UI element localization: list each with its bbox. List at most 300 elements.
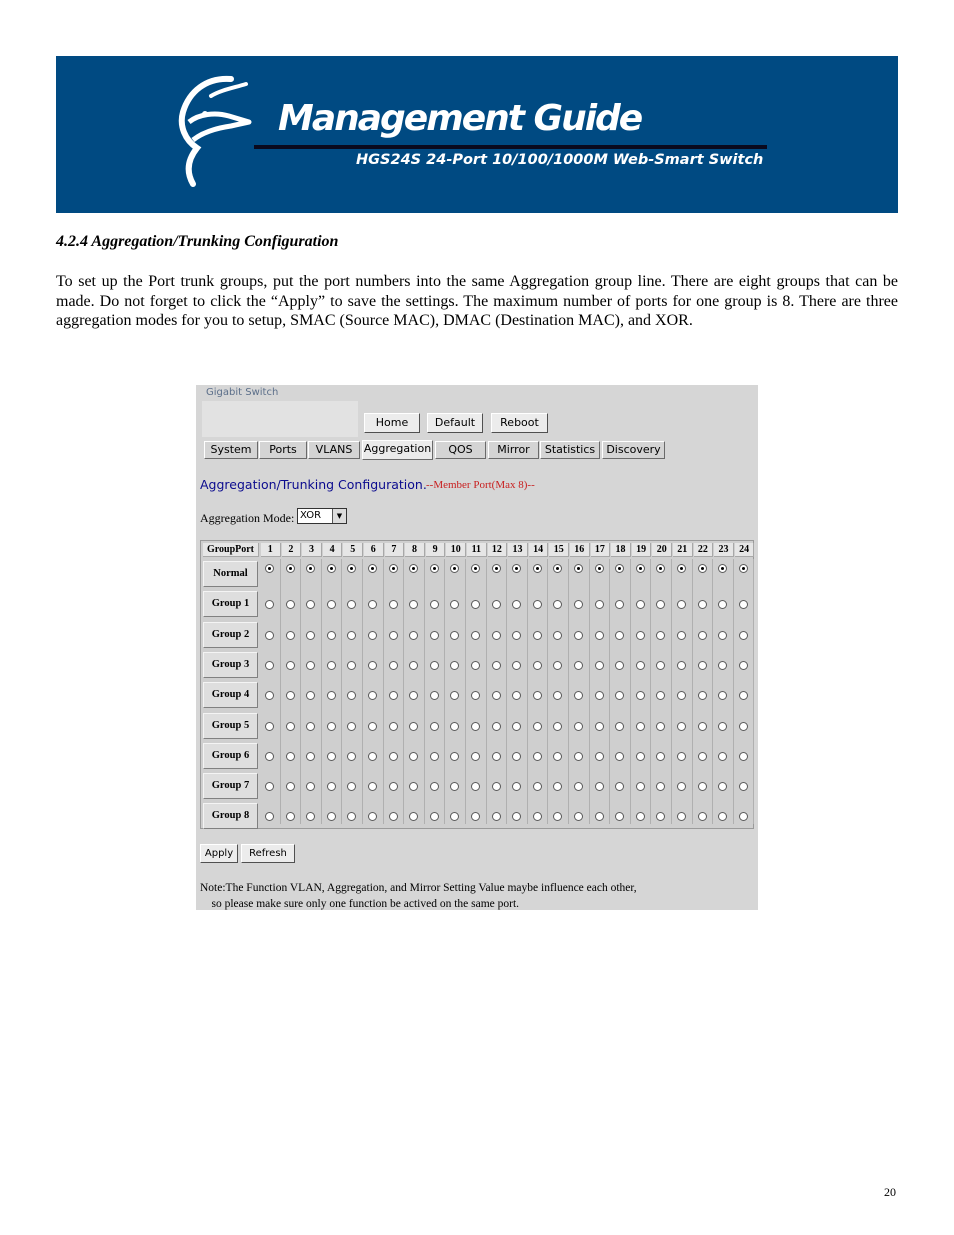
radio-group-6-port-6[interactable] xyxy=(368,752,377,761)
radio-group-4-port-17[interactable] xyxy=(595,691,604,700)
radio-group-8-port-9[interactable] xyxy=(430,812,439,821)
radio-group-5-port-8[interactable] xyxy=(409,722,418,731)
column-divider xyxy=(650,559,651,824)
radio-group-5-port-14[interactable] xyxy=(533,722,542,731)
radio-group-3-port-11[interactable] xyxy=(471,661,480,670)
radio-group-3-port-10[interactable] xyxy=(450,661,459,670)
table-header-port-5: 5 xyxy=(343,543,363,557)
radio-group-6-port-15[interactable] xyxy=(553,752,562,761)
radio-group-7-port-13[interactable] xyxy=(512,782,521,791)
radio-group-5-port-19[interactable] xyxy=(636,722,645,731)
radio-group-3-port-12[interactable] xyxy=(492,661,501,670)
column-divider xyxy=(465,559,466,824)
tab-vlans[interactable]: VLANS xyxy=(308,441,360,459)
radio-group-1-port-12[interactable] xyxy=(492,600,501,609)
radio-group-1-port-4[interactable] xyxy=(327,600,336,609)
column-divider xyxy=(280,559,281,824)
table-header-port-7: 7 xyxy=(385,543,405,557)
radio-group-7-port-3[interactable] xyxy=(306,782,315,791)
tab-system[interactable]: System xyxy=(204,441,258,459)
radio-normal-port-6[interactable] xyxy=(368,564,377,573)
radio-group-2-port-19[interactable] xyxy=(636,631,645,640)
radio-group-6-port-3[interactable] xyxy=(306,752,315,761)
radio-group-1-port-1[interactable] xyxy=(265,600,274,609)
radio-normal-port-23[interactable] xyxy=(718,564,727,573)
radio-normal-port-24[interactable] xyxy=(739,564,748,573)
radio-group-6-port-18[interactable] xyxy=(615,752,624,761)
radio-group-3-port-1[interactable] xyxy=(265,661,274,670)
radio-group-7-port-22[interactable] xyxy=(698,782,707,791)
row-label-group-2: Group 2 xyxy=(203,622,258,648)
radio-group-5-port-18[interactable] xyxy=(615,722,624,731)
radio-normal-port-13[interactable] xyxy=(512,564,521,573)
radio-group-2-port-12[interactable] xyxy=(492,631,501,640)
aggregation-table xyxy=(200,540,754,829)
radio-group-3-port-3[interactable] xyxy=(306,661,315,670)
radio-group-7-port-15[interactable] xyxy=(553,782,562,791)
radio-group-4-port-18[interactable] xyxy=(615,691,624,700)
radio-group-7-port-8[interactable] xyxy=(409,782,418,791)
radio-normal-port-10[interactable] xyxy=(450,564,459,573)
radio-group-7-port-6[interactable] xyxy=(368,782,377,791)
radio-group-7-port-7[interactable] xyxy=(389,782,398,791)
radio-group-4-port-4[interactable] xyxy=(327,691,336,700)
radio-group-5-port-6[interactable] xyxy=(368,722,377,731)
radio-group-2-port-6[interactable] xyxy=(368,631,377,640)
radio-group-2-port-9[interactable] xyxy=(430,631,439,640)
tab-qos[interactable]: QOS xyxy=(435,441,486,459)
aggregation-mode-value: XOR xyxy=(300,510,322,521)
radio-group-2-port-2[interactable] xyxy=(286,631,295,640)
radio-group-8-port-19[interactable] xyxy=(636,812,645,821)
radio-group-3-port-9[interactable] xyxy=(430,661,439,670)
radio-group-1-port-6[interactable] xyxy=(368,600,377,609)
radio-group-2-port-20[interactable] xyxy=(656,631,665,640)
radio-group-7-port-9[interactable] xyxy=(430,782,439,791)
table-header-port-24: 24 xyxy=(735,543,755,557)
radio-group-5-port-7[interactable] xyxy=(389,722,398,731)
radio-group-2-port-16[interactable] xyxy=(574,631,583,640)
radio-group-8-port-4[interactable] xyxy=(327,812,336,821)
radio-group-4-port-20[interactable] xyxy=(656,691,665,700)
logo-area xyxy=(202,401,358,437)
radio-group-6-port-19[interactable] xyxy=(636,752,645,761)
radio-group-2-port-21[interactable] xyxy=(677,631,686,640)
radio-group-8-port-18[interactable] xyxy=(615,812,624,821)
radio-group-5-port-2[interactable] xyxy=(286,722,295,731)
radio-group-3-port-15[interactable] xyxy=(553,661,562,670)
radio-group-4-port-14[interactable] xyxy=(533,691,542,700)
tab-aggregation[interactable]: Aggregation xyxy=(362,440,433,460)
table-header-port-14: 14 xyxy=(529,543,549,557)
radio-group-6-port-24[interactable] xyxy=(739,752,748,761)
radio-group-3-port-16[interactable] xyxy=(574,661,583,670)
radio-group-7-port-16[interactable] xyxy=(574,782,583,791)
radio-normal-port-3[interactable] xyxy=(306,564,315,573)
home-button[interactable]: Home xyxy=(364,413,420,433)
radio-group-8-port-10[interactable] xyxy=(450,812,459,821)
radio-group-5-port-23[interactable] xyxy=(718,722,727,731)
radio-group-8-port-7[interactable] xyxy=(389,812,398,821)
radio-group-6-port-21[interactable] xyxy=(677,752,686,761)
radio-group-6-port-1[interactable] xyxy=(265,752,274,761)
radio-group-8-port-15[interactable] xyxy=(553,812,562,821)
radio-group-6-port-23[interactable] xyxy=(718,752,727,761)
radio-group-8-port-20[interactable] xyxy=(656,812,665,821)
radio-group-8-port-17[interactable] xyxy=(595,812,604,821)
row-label-normal: Normal xyxy=(203,561,258,587)
table-header-port-18: 18 xyxy=(611,543,631,557)
radio-group-8-port-5[interactable] xyxy=(347,812,356,821)
table-header-port-22: 22 xyxy=(694,543,714,557)
column-divider xyxy=(609,559,610,824)
radio-normal-port-5[interactable] xyxy=(347,564,356,573)
radio-group-2-port-5[interactable] xyxy=(347,631,356,640)
radio-group-8-port-22[interactable] xyxy=(698,812,707,821)
radio-group-7-port-17[interactable] xyxy=(595,782,604,791)
refresh-button[interactable]: Refresh xyxy=(241,844,295,863)
radio-group-3-port-7[interactable] xyxy=(389,661,398,670)
note-text: Note:The Function VLAN, Aggregation, and Mirror Setting Value maybe influence each other, so please make sure only one function be actived on the same port. xyxy=(200,882,637,910)
radio-group-3-port-18[interactable] xyxy=(615,661,624,670)
radio-normal-port-18[interactable] xyxy=(615,564,624,573)
section-heading: 4.2.4 Aggregation/Trunking Configuration xyxy=(56,233,339,250)
table-header-port-3: 3 xyxy=(302,543,322,557)
radio-group-6-port-14[interactable] xyxy=(533,752,542,761)
radio-group-3-port-23[interactable] xyxy=(718,661,727,670)
radio-group-8-port-13[interactable] xyxy=(512,812,521,821)
radio-group-7-port-14[interactable] xyxy=(533,782,542,791)
radio-group-4-port-8[interactable] xyxy=(409,691,418,700)
radio-group-1-port-16[interactable] xyxy=(574,600,583,609)
radio-group-1-port-22[interactable] xyxy=(698,600,707,609)
table-header-port-17: 17 xyxy=(591,543,611,557)
radio-normal-port-8[interactable] xyxy=(409,564,418,573)
column-divider xyxy=(671,559,672,824)
radio-normal-port-2[interactable] xyxy=(286,564,295,573)
radio-group-1-port-20[interactable] xyxy=(656,600,665,609)
column-divider xyxy=(589,559,590,824)
radio-group-7-port-21[interactable] xyxy=(677,782,686,791)
radio-group-8-port-1[interactable] xyxy=(265,812,274,821)
column-divider xyxy=(527,559,528,824)
radio-group-6-port-22[interactable] xyxy=(698,752,707,761)
radio-group-5-port-11[interactable] xyxy=(471,722,480,731)
column-divider xyxy=(692,559,693,824)
radio-group-4-port-6[interactable] xyxy=(368,691,377,700)
radio-group-7-port-4[interactable] xyxy=(327,782,336,791)
radio-normal-port-20[interactable] xyxy=(656,564,665,573)
radio-group-7-port-5[interactable] xyxy=(347,782,356,791)
radio-group-3-port-24[interactable] xyxy=(739,661,748,670)
row-label-group-8: Group 8 xyxy=(203,803,258,829)
radio-group-4-port-22[interactable] xyxy=(698,691,707,700)
banner-subtitle: HGS24S 24-Port 10/100/1000M Web-Smart Switch xyxy=(356,152,764,168)
radio-group-2-port-10[interactable] xyxy=(450,631,459,640)
radio-group-2-port-7[interactable] xyxy=(389,631,398,640)
radio-group-3-port-17[interactable] xyxy=(595,661,604,670)
radio-group-4-port-23[interactable] xyxy=(718,691,727,700)
table-header-port-15: 15 xyxy=(549,543,569,557)
radio-normal-port-4[interactable] xyxy=(327,564,336,573)
column-divider xyxy=(547,559,548,824)
tab-discovery[interactable]: Discovery xyxy=(602,441,665,459)
radio-group-6-port-16[interactable] xyxy=(574,752,583,761)
radio-group-2-port-13[interactable] xyxy=(512,631,521,640)
radio-group-1-port-11[interactable] xyxy=(471,600,480,609)
radio-normal-port-16[interactable] xyxy=(574,564,583,573)
column-divider xyxy=(383,559,384,824)
radio-group-5-port-9[interactable] xyxy=(430,722,439,731)
radio-group-5-port-12[interactable] xyxy=(492,722,501,731)
radio-group-4-port-5[interactable] xyxy=(347,691,356,700)
radio-group-4-port-11[interactable] xyxy=(471,691,480,700)
radio-group-5-port-10[interactable] xyxy=(450,722,459,731)
radio-group-1-port-10[interactable] xyxy=(450,600,459,609)
aggregation-mode-select[interactable] xyxy=(297,508,347,524)
radio-normal-port-1[interactable] xyxy=(265,564,274,573)
radio-group-1-port-8[interactable] xyxy=(409,600,418,609)
column-divider xyxy=(568,559,569,824)
radio-group-4-port-24[interactable] xyxy=(739,691,748,700)
radio-group-1-port-9[interactable] xyxy=(430,600,439,609)
radio-normal-port-7[interactable] xyxy=(389,564,398,573)
radio-group-6-port-4[interactable] xyxy=(327,752,336,761)
radio-group-8-port-8[interactable] xyxy=(409,812,418,821)
radio-group-5-port-22[interactable] xyxy=(698,722,707,731)
radio-group-4-port-16[interactable] xyxy=(574,691,583,700)
table-header-port-10: 10 xyxy=(446,543,466,557)
radio-group-5-port-3[interactable] xyxy=(306,722,315,731)
row-label-group-4: Group 4 xyxy=(203,682,258,708)
radio-normal-port-19[interactable] xyxy=(636,564,645,573)
column-divider xyxy=(486,559,487,824)
radio-group-6-port-9[interactable] xyxy=(430,752,439,761)
row-label-group-3: Group 3 xyxy=(203,652,258,678)
radio-group-1-port-7[interactable] xyxy=(389,600,398,609)
radio-group-3-port-20[interactable] xyxy=(656,661,665,670)
radio-normal-port-15[interactable] xyxy=(553,564,562,573)
column-divider xyxy=(321,559,322,824)
radio-group-6-port-8[interactable] xyxy=(409,752,418,761)
radio-group-4-port-7[interactable] xyxy=(389,691,398,700)
column-divider xyxy=(362,559,363,824)
radio-group-6-port-20[interactable] xyxy=(656,752,665,761)
config-subtitle: --Member Port(Max 8)-- xyxy=(426,479,535,491)
banner-title: Management Guide xyxy=(278,98,642,139)
table-header-port-20: 20 xyxy=(652,543,672,557)
table-header-groupport: GroupPort xyxy=(203,543,259,557)
radio-group-2-port-17[interactable] xyxy=(595,631,604,640)
radio-group-6-port-17[interactable] xyxy=(595,752,604,761)
column-divider xyxy=(300,559,301,824)
radio-group-7-port-10[interactable] xyxy=(450,782,459,791)
column-divider xyxy=(733,559,734,824)
radio-group-4-port-12[interactable] xyxy=(492,691,501,700)
radio-group-7-port-12[interactable] xyxy=(492,782,501,791)
radio-group-3-port-5[interactable] xyxy=(347,661,356,670)
radio-group-5-port-1[interactable] xyxy=(265,722,274,731)
radio-group-6-port-2[interactable] xyxy=(286,752,295,761)
radio-group-1-port-19[interactable] xyxy=(636,600,645,609)
radio-group-7-port-1[interactable] xyxy=(265,782,274,791)
row-label-group-1: Group 1 xyxy=(203,591,258,617)
radio-normal-port-22[interactable] xyxy=(698,564,707,573)
radio-group-2-port-14[interactable] xyxy=(533,631,542,640)
radio-group-1-port-5[interactable] xyxy=(347,600,356,609)
tab-ports[interactable]: Ports xyxy=(259,441,307,459)
radio-group-8-port-21[interactable] xyxy=(677,812,686,821)
radio-group-3-port-2[interactable] xyxy=(286,661,295,670)
radio-group-1-port-2[interactable] xyxy=(286,600,295,609)
radio-group-4-port-1[interactable] xyxy=(265,691,274,700)
radio-group-8-port-16[interactable] xyxy=(574,812,583,821)
radio-group-1-port-23[interactable] xyxy=(718,600,727,609)
radio-group-2-port-24[interactable] xyxy=(739,631,748,640)
radio-group-5-port-15[interactable] xyxy=(553,722,562,731)
radio-group-6-port-12[interactable] xyxy=(492,752,501,761)
radio-group-1-port-3[interactable] xyxy=(306,600,315,609)
radio-group-5-port-5[interactable] xyxy=(347,722,356,731)
column-divider xyxy=(753,559,754,824)
table-header-port-19: 19 xyxy=(632,543,652,557)
table-header-port-6: 6 xyxy=(364,543,384,557)
radio-group-3-port-14[interactable] xyxy=(533,661,542,670)
tab-statistics[interactable]: Statistics xyxy=(540,441,600,459)
radio-group-8-port-2[interactable] xyxy=(286,812,295,821)
table-header-port-12: 12 xyxy=(488,543,508,557)
radio-group-3-port-21[interactable] xyxy=(677,661,686,670)
radio-group-2-port-3[interactable] xyxy=(306,631,315,640)
table-header-port-11: 11 xyxy=(467,543,487,557)
radio-group-4-port-9[interactable] xyxy=(430,691,439,700)
radio-group-7-port-18[interactable] xyxy=(615,782,624,791)
table-header-port-8: 8 xyxy=(405,543,425,557)
eagle-logo-icon xyxy=(171,74,256,189)
radio-group-8-port-23[interactable] xyxy=(718,812,727,821)
radio-group-8-port-24[interactable] xyxy=(739,812,748,821)
table-header-port-4: 4 xyxy=(323,543,343,557)
radio-group-7-port-2[interactable] xyxy=(286,782,295,791)
radio-group-2-port-8[interactable] xyxy=(409,631,418,640)
radio-group-5-port-13[interactable] xyxy=(512,722,521,731)
reboot-button[interactable]: Reboot xyxy=(491,413,548,433)
radio-group-4-port-3[interactable] xyxy=(306,691,315,700)
radio-group-1-port-15[interactable] xyxy=(553,600,562,609)
table-header-port-2: 2 xyxy=(282,543,302,557)
radio-group-7-port-24[interactable] xyxy=(739,782,748,791)
radio-group-1-port-17[interactable] xyxy=(595,600,604,609)
radio-group-8-port-3[interactable] xyxy=(306,812,315,821)
radio-group-3-port-22[interactable] xyxy=(698,661,707,670)
radio-group-1-port-18[interactable] xyxy=(615,600,624,609)
radio-normal-port-17[interactable] xyxy=(595,564,604,573)
tab-mirror[interactable]: Mirror xyxy=(488,441,539,459)
radio-group-3-port-8[interactable] xyxy=(409,661,418,670)
radio-group-4-port-21[interactable] xyxy=(677,691,686,700)
aggregation-mode-label: Aggregation Mode: xyxy=(200,511,295,525)
radio-group-6-port-11[interactable] xyxy=(471,752,480,761)
radio-group-7-port-20[interactable] xyxy=(656,782,665,791)
chevron-down-icon[interactable]: ▼ xyxy=(332,509,346,523)
radio-group-2-port-4[interactable] xyxy=(327,631,336,640)
radio-normal-port-14[interactable] xyxy=(533,564,542,573)
radio-normal-port-21[interactable] xyxy=(677,564,686,573)
table-header-port-1: 1 xyxy=(261,543,281,557)
radio-group-2-port-23[interactable] xyxy=(718,631,727,640)
radio-group-2-port-15[interactable] xyxy=(553,631,562,640)
radio-group-3-port-19[interactable] xyxy=(636,661,645,670)
radio-group-6-port-7[interactable] xyxy=(389,752,398,761)
column-divider xyxy=(403,559,404,824)
column-divider xyxy=(630,559,631,824)
table-header-port-21: 21 xyxy=(673,543,693,557)
radio-group-6-port-5[interactable] xyxy=(347,752,356,761)
radio-group-8-port-12[interactable] xyxy=(492,812,501,821)
column-divider xyxy=(341,559,342,824)
radio-group-7-port-19[interactable] xyxy=(636,782,645,791)
row-label-group-5: Group 5 xyxy=(203,713,258,739)
radio-group-3-port-13[interactable] xyxy=(512,661,521,670)
radio-group-2-port-11[interactable] xyxy=(471,631,480,640)
radio-group-1-port-24[interactable] xyxy=(739,600,748,609)
radio-group-1-port-21[interactable] xyxy=(677,600,686,609)
radio-group-4-port-13[interactable] xyxy=(512,691,521,700)
radio-group-2-port-18[interactable] xyxy=(615,631,624,640)
apply-button[interactable]: Apply xyxy=(200,844,238,863)
radio-normal-port-9[interactable] xyxy=(430,564,439,573)
radio-group-3-port-4[interactable] xyxy=(327,661,336,670)
radio-group-8-port-6[interactable] xyxy=(368,812,377,821)
radio-group-2-port-22[interactable] xyxy=(698,631,707,640)
radio-group-5-port-24[interactable] xyxy=(739,722,748,731)
column-divider xyxy=(444,559,445,824)
column-divider xyxy=(712,559,713,824)
radio-group-5-port-20[interactable] xyxy=(656,722,665,731)
radio-group-8-port-11[interactable] xyxy=(471,812,480,821)
radio-group-4-port-2[interactable] xyxy=(286,691,295,700)
radio-group-5-port-16[interactable] xyxy=(574,722,583,731)
table-header-port-23: 23 xyxy=(714,543,734,557)
radio-normal-port-12[interactable] xyxy=(492,564,501,573)
default-button[interactable]: Default xyxy=(427,413,483,433)
radio-group-8-port-14[interactable] xyxy=(533,812,542,821)
radio-group-6-port-13[interactable] xyxy=(512,752,521,761)
config-title: Aggregation/Trunking Configuration. xyxy=(200,477,427,492)
radio-group-3-port-6[interactable] xyxy=(368,661,377,670)
banner-rule xyxy=(254,145,767,149)
row-label-group-6: Group 6 xyxy=(203,743,258,769)
radio-group-1-port-13[interactable] xyxy=(512,600,521,609)
radio-group-5-port-4[interactable] xyxy=(327,722,336,731)
radio-group-4-port-19[interactable] xyxy=(636,691,645,700)
radio-group-4-port-10[interactable] xyxy=(450,691,459,700)
radio-group-5-port-21[interactable] xyxy=(677,722,686,731)
radio-normal-port-11[interactable] xyxy=(471,564,480,573)
radio-group-2-port-1[interactable] xyxy=(265,631,274,640)
radio-group-7-port-11[interactable] xyxy=(471,782,480,791)
radio-group-1-port-14[interactable] xyxy=(533,600,542,609)
table-header-port-16: 16 xyxy=(570,543,590,557)
page-number: 20 xyxy=(884,1185,896,1199)
section-body: To set up the Port trunk groups, put the port numbers into the same Aggregation group line. There are eight groups that can be made. Do not forget to click the “Apply” to save the settings. The maximum number of ports for one group is 8. There are three aggregation modes for you to setup, SMAC (Source MAC), DMAC (Destination MAC), and XOR. xyxy=(56,273,898,329)
radio-group-6-port-10[interactable] xyxy=(450,752,459,761)
radio-group-4-port-15[interactable] xyxy=(553,691,562,700)
row-label-group-7: Group 7 xyxy=(203,773,258,799)
radio-group-5-port-17[interactable] xyxy=(595,722,604,731)
table-header-port-13: 13 xyxy=(508,543,528,557)
radio-group-7-port-23[interactable] xyxy=(718,782,727,791)
